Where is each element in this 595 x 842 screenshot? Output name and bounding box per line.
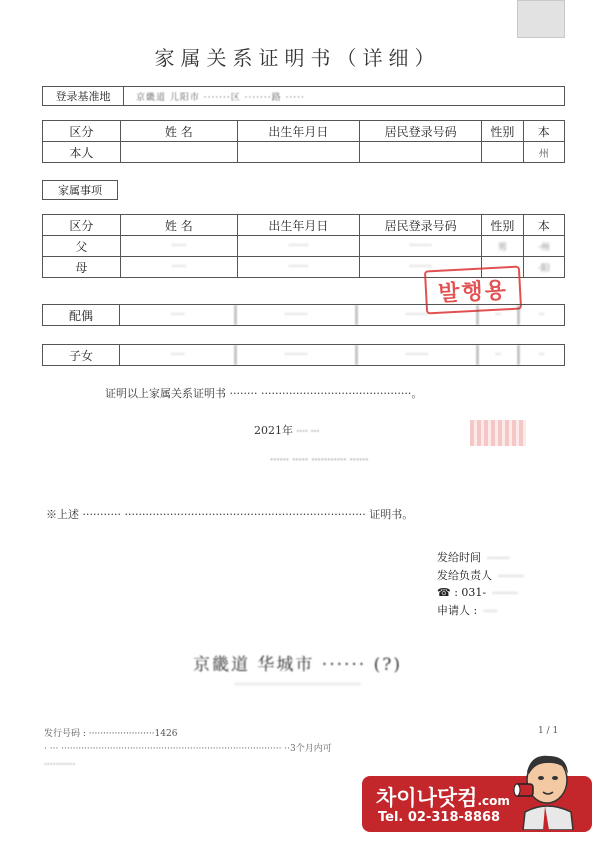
issue-date	[254, 422, 319, 438]
spouse-id: ········	[357, 305, 478, 325]
doc-number: 发行号码 : ·······················1426	[44, 729, 178, 739]
child-sex: ··	[478, 345, 519, 365]
child-label: 子女	[43, 345, 120, 365]
mother-id: ········	[360, 257, 482, 278]
father-name: ·····	[120, 236, 237, 257]
header-origin: 本	[523, 121, 564, 142]
ad-title	[376, 782, 510, 812]
father-birth: ·······	[237, 236, 359, 257]
person-table	[42, 120, 565, 163]
child-row	[42, 344, 565, 366]
issue-date-rest: ···· ···	[296, 427, 320, 437]
issuing-office: 京畿道 华城市 ······ (?)	[192, 655, 402, 675]
header-birth: 出生年月日	[237, 121, 359, 142]
ad-banner[interactable]	[362, 776, 592, 832]
person-sex	[482, 142, 523, 163]
family-section-label: 家属事项	[42, 180, 118, 200]
issue-officer-label: 发给负责人	[437, 568, 492, 582]
father-label: 父	[43, 236, 121, 257]
ad-title-main: 차이나닷컴	[376, 786, 478, 810]
mother-birth: ·······	[237, 257, 359, 278]
family-header-id: 居民登录号码	[360, 215, 482, 236]
ad-title-suffix: .com	[477, 794, 510, 808]
issue-time-label: 发给时间	[437, 551, 481, 564]
corner-mark	[517, 0, 565, 38]
issue-info	[437, 550, 524, 620]
child-id: ········	[357, 345, 478, 365]
person-row	[43, 142, 565, 163]
issue-time-value: ········	[487, 554, 510, 564]
issue-tel-label: ☎ : 031-	[437, 586, 487, 599]
family-header-birth: 出生年月日	[237, 215, 359, 236]
mother-name: ·····	[120, 257, 237, 278]
header-category: 区分	[43, 121, 121, 142]
issue-tel-value: ·········	[492, 589, 518, 599]
header-sex: 性别	[482, 121, 523, 142]
mother-origin: ·阳	[523, 257, 564, 278]
spouse-sex: ··	[478, 305, 519, 325]
father-origin: ·州	[523, 236, 564, 257]
child-birth: ········	[236, 345, 357, 365]
certify-text-body: 证明以上家属关系证明书 ········ ···········································。	[105, 387, 423, 400]
note-text: ※上述 ··········· ····································································· 证明书。	[46, 508, 414, 521]
registration-value: 京畿道 儿阳市 ·······区 ·······路 ·····	[136, 92, 305, 103]
child-origin: ··	[538, 350, 545, 360]
mascot-face-icon	[513, 750, 575, 830]
spouse-row	[42, 304, 565, 326]
family-table-header	[43, 215, 565, 236]
child-name: ·····	[120, 345, 236, 365]
person-birth	[237, 142, 359, 163]
issue-officer	[437, 568, 524, 586]
spouse-origin: ··	[538, 310, 545, 320]
issuing-office-sub: ············································	[234, 680, 361, 690]
issuer-line: ······ ····· ··········· ······	[270, 455, 369, 466]
bottom-note	[44, 741, 564, 773]
registration-label: 登录基准地	[43, 87, 124, 105]
family-header-origin: 本	[523, 215, 564, 236]
father-sex: 男	[482, 236, 523, 257]
bottom-note-line1: · ··· ············································································· ··3个月内可	[44, 744, 332, 754]
certify-text	[105, 385, 525, 401]
header-id: 居民登录号码	[360, 121, 482, 142]
issue-applicant-value: ·····	[483, 606, 498, 617]
family-header-sex: 性别	[482, 215, 523, 236]
issue-officer-value: ·········	[498, 571, 524, 582]
bottom-note-line2: ···········	[44, 760, 76, 770]
issue-tel	[437, 585, 524, 603]
issue-date-year: 2021年	[254, 424, 293, 437]
family-row-father	[43, 236, 565, 257]
family-header-name: 姓 名	[120, 215, 237, 236]
document-title: 家属关系证明书（详细）	[154, 46, 441, 70]
person-label: 本人	[43, 142, 121, 163]
spouse-label: 配偶	[43, 305, 120, 325]
header-name: 姓 名	[120, 121, 237, 142]
father-id: ········	[360, 236, 482, 257]
ad-phone: Tel. 02-318-8868	[378, 810, 501, 825]
issue-applicant	[437, 603, 524, 621]
faint-stamp	[470, 420, 526, 446]
person-id	[360, 142, 482, 163]
spouse-name: ·····	[120, 305, 236, 325]
official-seal: 발행용	[424, 266, 522, 315]
person-origin: 州	[523, 142, 564, 163]
issue-applicant-label: 申请人 :	[437, 603, 478, 617]
person-name	[120, 142, 237, 163]
spouse-birth: ········	[236, 305, 357, 325]
registration-row	[42, 86, 565, 106]
family-header-category: 区分	[43, 215, 121, 236]
mother-label: 母	[43, 257, 121, 278]
issue-time	[437, 550, 524, 568]
person-table-header	[43, 121, 565, 142]
page-indicator: 1 / 1	[538, 726, 559, 736]
